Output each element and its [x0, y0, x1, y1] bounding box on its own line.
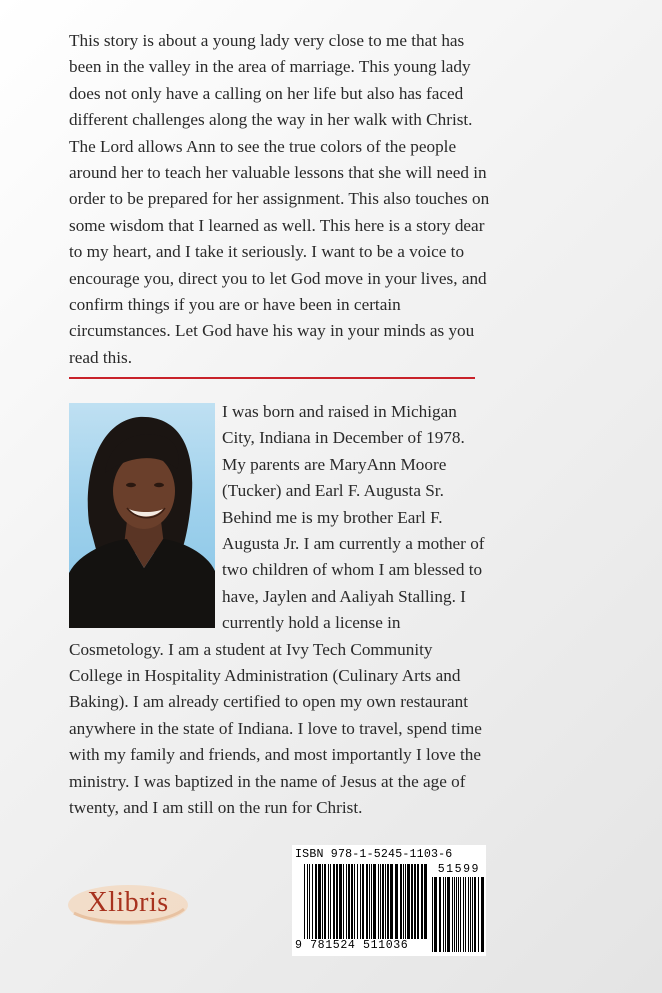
- barcode-bar: [328, 864, 329, 939]
- barcode-bar: [395, 864, 398, 939]
- barcode-bar: [424, 864, 427, 939]
- barcode-bar: [351, 864, 353, 939]
- barcode-bar: [371, 864, 372, 939]
- barcode-bar: [330, 864, 331, 939]
- barcode-bar: [360, 864, 361, 939]
- barcode-addon-number: 51599: [437, 863, 480, 876]
- isbn-label: ISBN 978-1-5245-1103-6: [295, 848, 453, 861]
- barcode-bar: [400, 864, 402, 939]
- barcode-bar: [309, 864, 310, 939]
- barcode-bar: [339, 864, 342, 939]
- back-cover-blurb: This story is about a young lady very close to me that has been in the valley in the area of marriage. This young lady does not only have a calling on her life but also has faced different challenges along the way in her walk with Christ. The Lord allows Ann to see the true colors of the people around her to teach her valuable lessons that she will need in order to be prepared for her assignment. This also touches on some wisdom that I learned as well. This here is a story dear to my heart, and I take it seriously. I want to be a voice to encourage you, direct you to let God move in your lives, and confirm things if you are or have been in certain circumstances. Let God have his way in your minds as you read this.: [69, 31, 490, 367]
- barcode-bar: [407, 864, 410, 939]
- barcode-bar: [382, 864, 384, 939]
- barcode-bar: [421, 864, 423, 939]
- author-bio: I was born and raised in Michigan City, Indiana in December of 1978. My parents are MaryAnn Moore (Tucker) and Earl F. Augusta Sr. Behind me is my brother Earl F. Augusta Jr. I am currently a mother of two children of whom I am blessed to have, Jaylen and Aaliyah Stalling. I currently hold a license in Cosmetology. I am a student at Ivy Tech Community College in Hospitality Administration (Culinary Arts and Baking). I am already certified to open my own restaurant anywhere in the state of Indiana. I love to travel, spend time with my family and friends, and most importantly I love the ministry. I was baptized in the name of Jesus at the age of twenty, and I am still on the run for Christ.: [69, 402, 485, 818]
- barcode-bar: [348, 864, 350, 939]
- red-divider: [69, 377, 475, 379]
- barcode-bar: [411, 864, 413, 939]
- barcode-bar: [324, 864, 326, 939]
- barcode-bar: [357, 864, 358, 939]
- isbn-barcode: [292, 845, 486, 956]
- barcode-bar: [378, 864, 379, 939]
- barcode-bar: [315, 864, 317, 939]
- barcode-bar: [390, 864, 393, 939]
- barcode-bar: [354, 864, 355, 939]
- barcode-bar: [405, 864, 406, 939]
- barcode-bar: [336, 864, 338, 939]
- barcode-bar: [362, 864, 364, 939]
- barcode-bar: [369, 864, 370, 939]
- barcode-bar: [403, 864, 404, 939]
- barcode-bar: [307, 864, 308, 939]
- barcode-bar: [304, 864, 305, 939]
- barcode-bar: [333, 864, 335, 939]
- publisher-name: Xlibris: [87, 887, 169, 918]
- barcode-bar: [366, 864, 368, 939]
- barcode-bar: [346, 864, 347, 939]
- barcode-bar: [322, 864, 323, 939]
- barcode-bar: [318, 864, 321, 939]
- publisher-logo: [66, 879, 190, 927]
- barcode-bar: [373, 864, 376, 939]
- ean-number: 9 781524 511036: [295, 939, 409, 952]
- photo-spacer: [69, 399, 222, 629]
- barcode-bar: [417, 864, 419, 939]
- barcode-bar: [385, 864, 386, 939]
- barcode-bar: [387, 864, 389, 939]
- barcode-bar: [312, 864, 313, 939]
- barcode-bar: [343, 864, 344, 939]
- barcode-bar: [380, 864, 381, 939]
- barcode-bar: [414, 864, 416, 939]
